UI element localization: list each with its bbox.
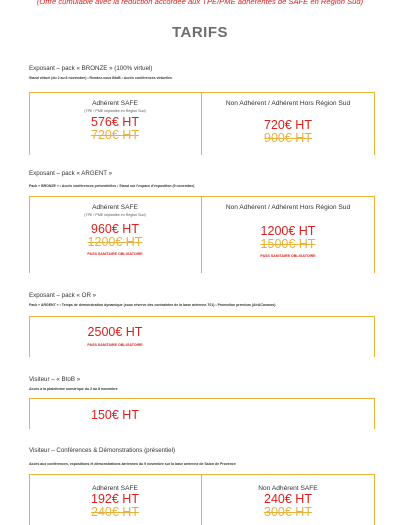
conf-member-price: 192€ HT (91, 492, 139, 506)
argent-nonmember-heading: Non Adhérent / Adhérent Hors Région Sud (225, 204, 351, 211)
argent-nonmember-pass-note: PASS SANITAIRE OBLIGATOIRE (260, 254, 316, 258)
argent-member-column (30, 197, 200, 273)
conf-nonmember-old-price: 300€ HT (264, 505, 312, 519)
bronze-member-subtitle: (TPE / PME implantée en Région Sud) (84, 109, 146, 113)
btob-description: Accès à la plateforme numérique du 2 au 8 novembre (29, 387, 118, 391)
or-title: Exposant – pack « OR » (29, 292, 97, 299)
or-price: 2500€ HT (87, 325, 143, 339)
btob-price: 150€ HT (91, 408, 139, 422)
bronze-description: Stand virtuel (du 2 au 6 novembre) • Rendez-vous BtoB • Accès conférences virtuelles (29, 76, 172, 80)
bronze-nonmember-heading: Non Adhérent / Adhérent Hors Région Sud (225, 100, 351, 107)
bronze-nonmember-old-price: 900€ HT (264, 131, 312, 145)
conf-nonmember-column (201, 475, 374, 525)
argent-member-subtitle: (TPE / PME implantée en Région Sud) (84, 213, 146, 217)
bronze-member-column (30, 93, 200, 155)
or-description: Pack « ARGENT » • Temps de démonstration dynamique (sous réserve des contraintes de la base aérienne 701) • Promotion premium (Air&Cosmos) (29, 303, 276, 307)
bronze-nonmember-column (201, 93, 374, 155)
btob-title: Visiteur – « BtoB » (29, 376, 81, 383)
argent-member-price: 960€ HT (91, 222, 139, 236)
conf-description: Accès aux conférences, expositions et démonstrations aériennes du 9 novembre sur la base aérienne de Salon de Provence (29, 462, 236, 466)
bronze-pricing-box (29, 92, 375, 155)
conf-title: Visiteur – Conférences & Démonstrations (présentiel) (29, 447, 176, 454)
conf-member-old-price: 240€ HT (91, 505, 139, 519)
page-title: TARIFS (171, 24, 229, 41)
argent-nonmember-column (201, 197, 374, 273)
argent-member-old-price: 1200€ HT (87, 235, 143, 249)
or-pass-note: PASS SANITAIRE OBLIGATOIRE (87, 343, 143, 347)
bronze-member-heading: Adhérent SAFE (92, 100, 138, 107)
conf-member-column (30, 475, 200, 525)
or-price-column (30, 326, 200, 347)
btob-price-column (30, 409, 200, 422)
conf-member-heading: Adhérent SAFE (92, 485, 138, 492)
or-pricing-box (29, 316, 375, 357)
argent-title: Exposant – pack « ARGENT » (29, 170, 113, 177)
argent-member-pass-note: PASS SANITAIRE OBLIGATOIRE (87, 252, 143, 256)
conf-nonmember-heading: Non Adhérent SAFE (258, 485, 318, 492)
argent-nonmember-old-price: 1500€ HT (260, 237, 316, 251)
bronze-title: Exposant – pack « BRONZE » (100% virtuel) (29, 65, 153, 72)
bronze-member-price: 576€ HT (91, 115, 139, 129)
btob-pricing-box (29, 398, 375, 429)
argent-pricing-box (29, 196, 375, 273)
conf-nonmember-price: 240€ HT (264, 492, 312, 506)
conf-pricing-box (29, 474, 375, 525)
argent-nonmember-price: 1200€ HT (260, 224, 316, 238)
bronze-nonmember-price: 720€ HT (264, 118, 312, 132)
bronze-member-old-price: 720€ HT (91, 128, 139, 142)
argent-member-heading: Adhérent SAFE (92, 204, 138, 211)
offer-note: (Offre cumulable avec la réduction accordée aux TPE/PME adhérentes de SAFE en Région Sud) (36, 0, 364, 6)
argent-description: Pack « BRONZE » • Accès conférences présentielles • Stand sur l'espace d'exposition (9 novembre) (29, 184, 195, 188)
